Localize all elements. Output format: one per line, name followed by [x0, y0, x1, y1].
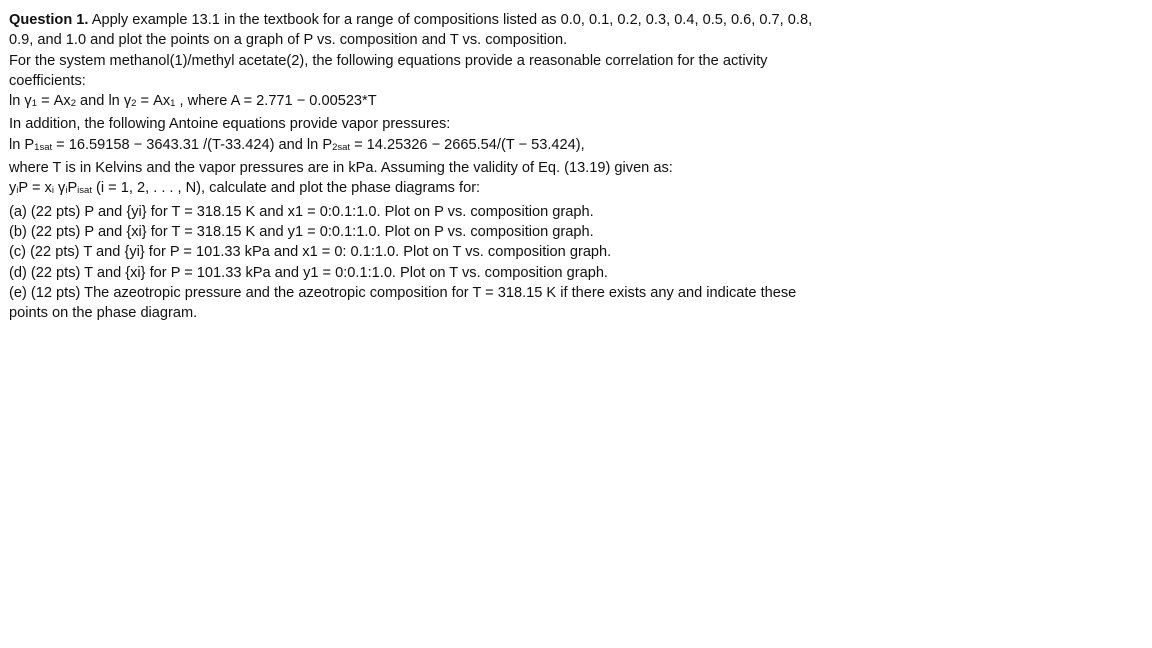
intro-line-1	[9, 10, 1139, 30]
where-line: where T is in Kelvins and the vapor pressures are in kPa. Assuming the validity of Eq. (13.19) given as:	[9, 160, 673, 177]
raoult-p: P = x	[18, 180, 52, 197]
activity-sub-2: 2	[70, 98, 76, 110]
activity-sub-4: 1	[170, 98, 176, 110]
raoult-p2: P	[67, 180, 78, 197]
part-e-line-2: points on the phase diagram.	[9, 305, 198, 322]
raoult-y: y	[9, 180, 17, 197]
raoult-equation-line	[9, 178, 1139, 201]
intro-text-1: Apply example 13.1 in the textbook for a range of compositions listed as 0.0, 0.1, 0.2, 0.3, 0.4, 0.5, 0.6, 0.7, 0.8,	[88, 12, 813, 28]
part-a: (a) (22 pts) P and {yi} for T = 318.15 K and x1 = 0:0.1:1.0. Plot on P vs. composition graph.	[9, 203, 594, 220]
activity-sub-3: 2	[131, 98, 137, 110]
raoult-gamma: γ	[53, 180, 66, 197]
raoult-sub-i: i	[16, 185, 19, 197]
antoine-equation-line	[9, 135, 1139, 158]
part-d: (d) (22 pts) T and {xi} for P = 101.33 kPa and y1 = 0:0.1:1.0. Plot on T vs. composition graph.	[9, 264, 608, 281]
part-e-line-1: (e) (12 pts) The azeotropic pressure and the azeotropic composition for T = 318.15 K if there exists any and indicate these	[9, 284, 797, 301]
antoine-eq-2: = 14.25326 − 2665.54/(T − 53.424),	[350, 136, 585, 153]
system-line-1: For the system methanol(1)/methyl acetate(2), the following equations provide a reasonable correlation for the activity	[9, 52, 768, 69]
antoine-sub-1: 1sat	[34, 141, 53, 153]
antoine-ln-1: ln P	[9, 136, 35, 153]
activity-eq-1: = Ax	[37, 93, 71, 110]
activity-ln-1: ln γ	[9, 93, 32, 110]
intro-line-2: 0.9, and 1.0 and plot the points on a graph of P vs. composition and T vs. composition.	[9, 32, 568, 49]
antoine-eq-1: = 16.59158 − 3643.31 /(T-33.424) and ln P	[52, 136, 333, 153]
raoult-sub-i-2: i	[51, 185, 54, 197]
antoine-sub-2: 2sat	[332, 141, 351, 153]
part-c: (c) (22 pts) T and {yi} for P = 101.33 kPa and x1 = 0: 0.1:1.0. Plot on T vs. composition graph.	[9, 244, 612, 261]
raoult-sub-sat: isat	[77, 185, 92, 197]
raoult-rest: (i = 1, 2, . . . , N), calculate and plot the phase diagrams for:	[91, 180, 481, 197]
question-document	[9, 10, 1139, 323]
activity-eq-2: = Ax	[136, 93, 171, 110]
activity-and: and ln γ	[75, 93, 132, 110]
question-label: Question 1.	[9, 12, 89, 28]
part-b: (b) (22 pts) P and {xi} for T = 318.15 K and y1 = 0:0.1:1.0. Plot on P vs. composition graph.	[9, 223, 594, 240]
activity-sub-1: 1	[31, 98, 38, 110]
activity-equation-line	[9, 91, 1139, 114]
antoine-intro-line: In addition, the following Antoine equations provide vapor pressures:	[9, 116, 451, 133]
activity-where: , where A = 2.771 − 0.00523*T	[175, 93, 377, 110]
system-line-2: coefficients:	[9, 72, 86, 89]
raoult-sub-i-3: i	[65, 185, 68, 197]
